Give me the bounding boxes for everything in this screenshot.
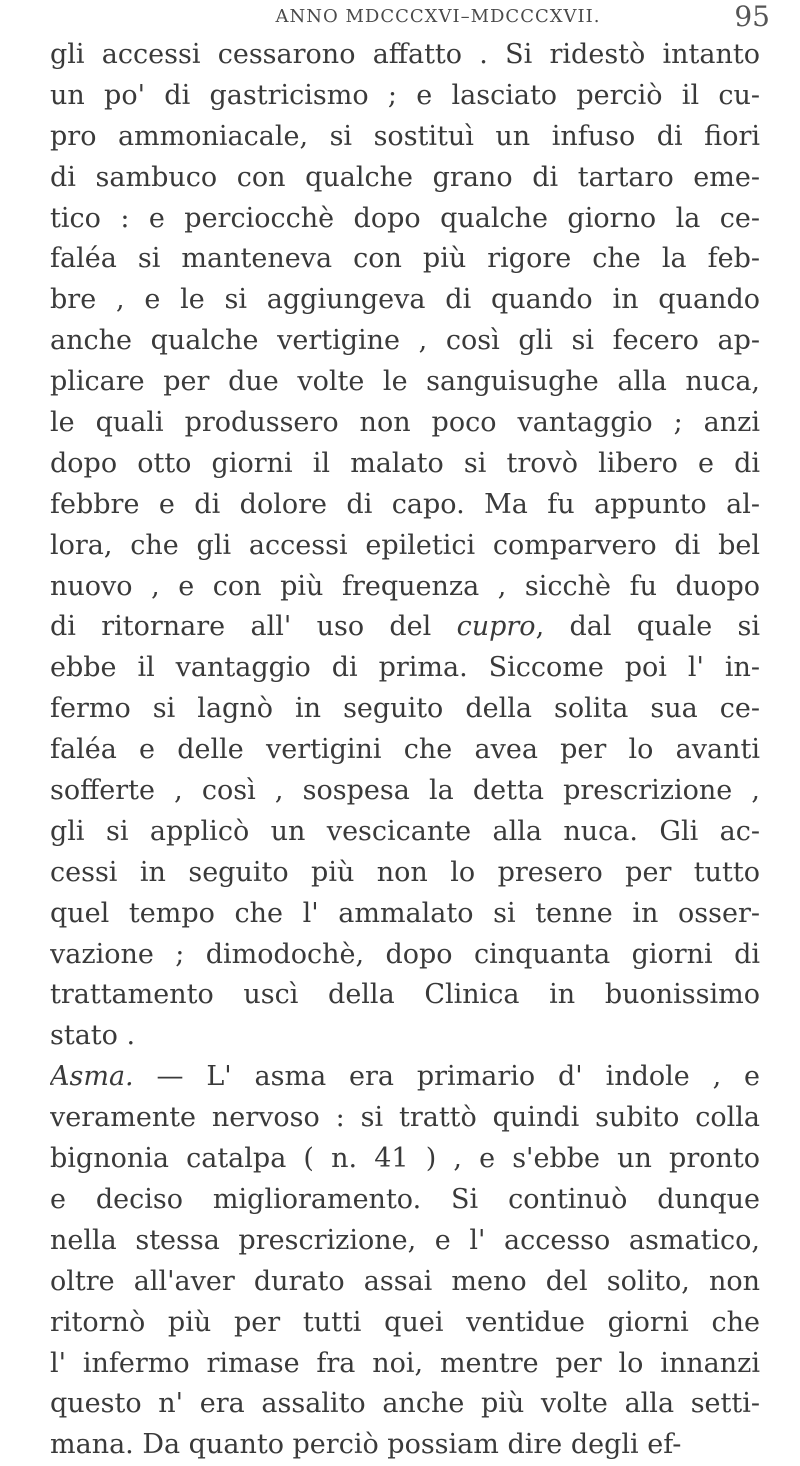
text-line: nuovo , e con più frequenza , sicchè fu duopo <box>50 570 760 602</box>
text-line: bre , e le si aggiungeva di quando in quando <box>50 284 760 316</box>
text-line <box>50 1057 760 1098</box>
text-line: stato . <box>50 1020 136 1052</box>
text-segment: — L' asma era primario d' indole , e <box>133 1061 760 1093</box>
text-line: ebbe il vantaggio di prima. Siccome poi l' in- <box>50 652 760 684</box>
text-line: trattamento uscì della Clinica in buonissimo <box>50 979 760 1011</box>
text-line: quel tempo che l' ammalato si tenne in osser- <box>50 897 760 929</box>
text-line: anche qualche vertigine , così gli si fecero ap- <box>50 325 760 357</box>
text-line: mana. Da quanto perciò possiam dire degli ef- <box>50 1429 682 1461</box>
page-number: 95 <box>734 0 770 33</box>
text-line: dopo otto giorni il malato si trovò libero e di <box>50 447 760 479</box>
text-line: plicare per due volte le sanguisughe alla nuca, <box>50 366 760 398</box>
text-segment: , dal quale si <box>535 611 760 643</box>
text-line: un po' di gastricismo ; e lasciato perciò il cu- <box>50 79 760 111</box>
text-segment: di ritornare all' uso del <box>50 611 457 643</box>
body-text <box>50 35 760 1466</box>
text-line: faléa e delle vertigini che avea per lo avanti <box>50 734 760 766</box>
text-line: pro ammoniacale, si sostituì un infuso di fiori <box>50 120 760 152</box>
text-line: fermo si lagnò in seguito della solita sua ce- <box>50 693 760 725</box>
text-line: le quali produssero non poco vantaggio ; anzi <box>50 407 760 439</box>
text-line: l' infermo rimase fra noi, mentre per lo innanzi <box>50 1347 760 1379</box>
italic-term: Asma. <box>50 1061 134 1093</box>
text-line <box>50 607 760 648</box>
text-line: questo n' era assalito anche più volte alla setti- <box>50 1388 760 1420</box>
text-line: di sambuco con qualche grano di tartaro eme- <box>50 161 760 193</box>
text-line: tico : e perciocchè dopo qualche giorno la ce- <box>50 202 760 234</box>
text-line: bignonia catalpa ( n. 41 ) , e s'ebbe un pronto <box>50 1143 760 1175</box>
text-line: ritornò più per tutti quei ventidue giorni che <box>50 1306 760 1338</box>
text-line: veramente nervoso : si trattò quindi subito colla <box>50 1102 760 1134</box>
text-line: lora, che gli accessi epiletici comparvero di bel <box>50 529 760 561</box>
text-line: cessi in seguito più non lo presero per tutto <box>50 856 760 888</box>
text-line: sofferte , così , sospesa la detta prescrizione , <box>50 775 760 807</box>
italic-term: cupro <box>456 611 536 643</box>
text-line: febbre e di dolore di capo. Ma fu appunto al- <box>50 488 760 520</box>
text-line: gli si applicò un vescicante alla nuca. Gli ac- <box>50 815 760 847</box>
text-line: faléa si manteneva con più rigore che la feb- <box>50 243 760 275</box>
text-line: e deciso miglioramento. Si continuò dunque <box>50 1183 760 1215</box>
running-head: ANNO MDCCCXVI–MDCCCXVII. <box>275 6 601 27</box>
text-line: oltre all'aver durato assai meno del solito, non <box>50 1265 760 1297</box>
text-line: gli accessi cessarono affatto . Si ridestò intanto <box>50 39 760 70</box>
text-line: vazione ; dimodochè, dopo cinquanta giorni di <box>50 938 760 970</box>
text-line: nella stessa prescrizione, e l' accesso asmatico, <box>50 1224 760 1256</box>
